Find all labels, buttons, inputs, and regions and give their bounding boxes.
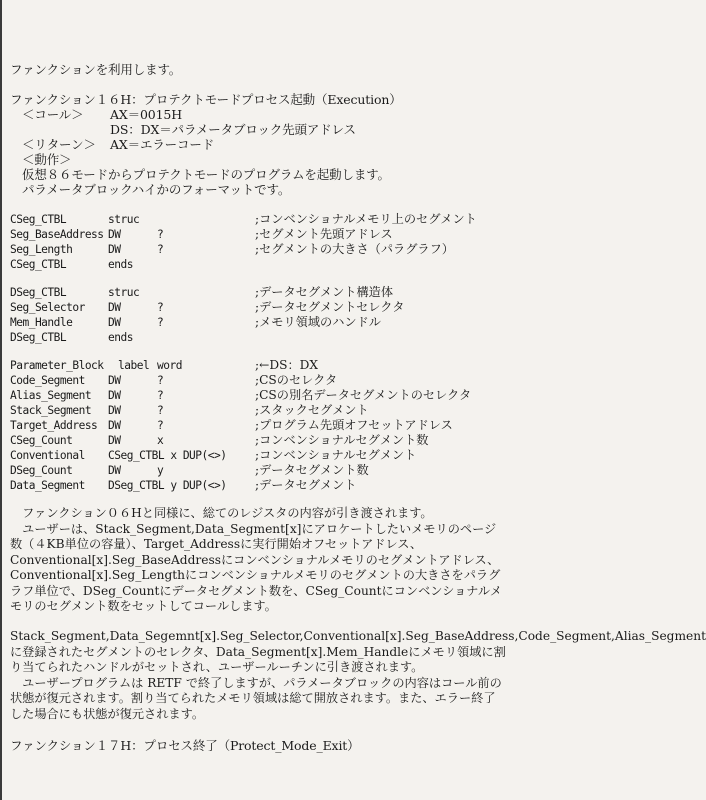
call-dsdx: DS：DX＝パラメータブロック先頭アドレス (110, 122, 356, 137)
code-comment: ;データセグメント (255, 478, 357, 492)
code-type: DW (108, 389, 121, 402)
code-name: DSeg_CTBL (10, 331, 67, 344)
code-comment: ;コンベンショナルセグメント (255, 448, 417, 462)
code-comment: ;データセグメントセレクタ (255, 300, 405, 314)
return-ax: AX＝エラーコード (110, 137, 215, 152)
code-type: DW (108, 434, 121, 447)
call-ax: AX＝0015H (110, 107, 182, 122)
code-comment: ;コンベンショナルメモリ上のセグメント (255, 212, 477, 226)
function-16h-title: ファンクション１６H：プロテクトモードプロセス起動（Execution） (10, 92, 402, 107)
code-comment: ;セグメントの大きさ（パラグラフ） (255, 242, 454, 256)
code-type: DW (108, 404, 121, 417)
code-type: struc (108, 286, 140, 299)
call-label: ＜コール＞ (22, 107, 84, 122)
code-comment: ;CSのセレクタ (255, 373, 338, 387)
code-value: x (157, 434, 164, 447)
function-17h-title: ファンクション１７H：プロセス終了（Protect_Mode_Exit） (10, 738, 360, 753)
action-line-2: パラメータブロックハイかのフォーマットです。 (22, 182, 291, 197)
code-name: CSeg_Count (10, 434, 73, 447)
code-comment: ;データセグメント構造体 (255, 285, 394, 299)
code-name: Target_Address (10, 419, 98, 432)
code-type: DW (108, 374, 121, 387)
code-value: ? (157, 419, 164, 432)
code-name: Seg_BaseAddress (10, 228, 104, 241)
code-comment: ;データセグメント数 (255, 463, 369, 477)
code-value: ? (157, 389, 164, 402)
code-name: Seg_Length (10, 243, 73, 256)
code-type: DW (108, 243, 121, 256)
code-type: CSeg_CTBL x DUP(<>) (108, 449, 227, 462)
code-value: y (157, 464, 164, 477)
code-type: DW (108, 316, 121, 329)
code-name: Stack_Segment (10, 404, 92, 417)
code-name: CSeg_CTBL (10, 213, 67, 226)
code-type: ends (108, 258, 133, 271)
code-type: DW (108, 228, 121, 241)
code-type: ends (108, 331, 133, 344)
code-name: DSeg_Count (10, 464, 73, 477)
code-type: label (118, 359, 150, 372)
code-name: CSeg_CTBL (10, 258, 67, 271)
code-name: Conventional (10, 449, 85, 462)
code-value: ? (157, 301, 164, 314)
code-type: DW (108, 419, 121, 432)
intro-text: ファンクションを利用します。 (10, 62, 182, 77)
code-value: ? (157, 316, 164, 329)
code-comment: ;コンベンショナルセグメント数 (255, 433, 429, 447)
code-comment: ;セグメント先頭アドレス (255, 227, 393, 241)
code-comment: ;プログラム先頭オフセットアドレス (255, 418, 453, 432)
paragraph-2: ユーザーは、Stack_Segment,Data_Segment[x]にアロケートしたいメモリのページ数（４KB単位の容量）、Target_Addressに実行開始オフセットアドレス、Conventional[x].Seg_BaseAddressにコンベンショナルメモリのセグメントアドレス、Conventional[x].Seg_Lengthにコンベンショナルメモリのセグメントの大きさをパラグラフ単位で、DSeg_Countにデータセグメント数を、CSeg_Countにコンベンショナルメモリのセグメント数をセットしてコールします。 (10, 522, 502, 614)
code-value: ? (157, 374, 164, 387)
code-name: Code_Segment (10, 374, 85, 387)
code-type: struc (108, 213, 140, 226)
return-label: ＜リターン＞ (22, 137, 96, 152)
code-comment: ;CSの別名データセグメントのセレクタ (255, 388, 472, 402)
action-label: ＜動作＞ (22, 152, 72, 167)
scan-edge (0, 0, 2, 800)
code-name: DSeg_CTBL (10, 286, 67, 299)
code-comment: ;メモリ領域のハンドル (255, 315, 381, 329)
code-value: ? (157, 404, 164, 417)
code-name: Data_Segment (10, 479, 85, 492)
paragraph-1: ファンクション０６Hと同様に、総てのレジスタの内容が引き渡されます。 (10, 506, 433, 520)
code-type: DW (108, 301, 121, 314)
code-name: Parameter_Block (10, 359, 104, 372)
code-name: Seg_Selector (10, 301, 85, 314)
code-value: word (157, 359, 182, 372)
code-name: Mem_Handle (10, 316, 73, 329)
paragraph-4: ユーザープログラムは RETF で終了しますが、パラメータブロックの内容はコール前の状態が復元されます。割り当てられたメモリ領域は総て開放されます。また、エラー終了した場合にも状態が復元されます。 (10, 676, 502, 721)
action-line-1: 仮想８６モードからプロテクトモードのプログラムを起動します。 (22, 167, 390, 182)
code-type: DSeg_CTBL y DUP(<>) (108, 479, 227, 492)
code-comment: ;スタックセグメント (255, 403, 369, 417)
paragraph-3: Stack_Segment,Data_Segemnt[x].Seg_Selector,Conventional[x].Seg_BaseAddress,Code_Segment,Alias_Segmentに登録されたセグメントのセレクタ、Data_Segment[x].Mem_Handleにメモリ領域に割り当てられたハンドルがセットされ、ユーザールーチンに引き渡されます。 (10, 614, 706, 675)
code-value: ? (157, 228, 164, 241)
code-value: ? (157, 243, 164, 256)
code-type: DW (108, 464, 121, 477)
code-name: Alias_Segment (10, 389, 92, 402)
code-comment: ;←DS：DX (255, 358, 319, 372)
